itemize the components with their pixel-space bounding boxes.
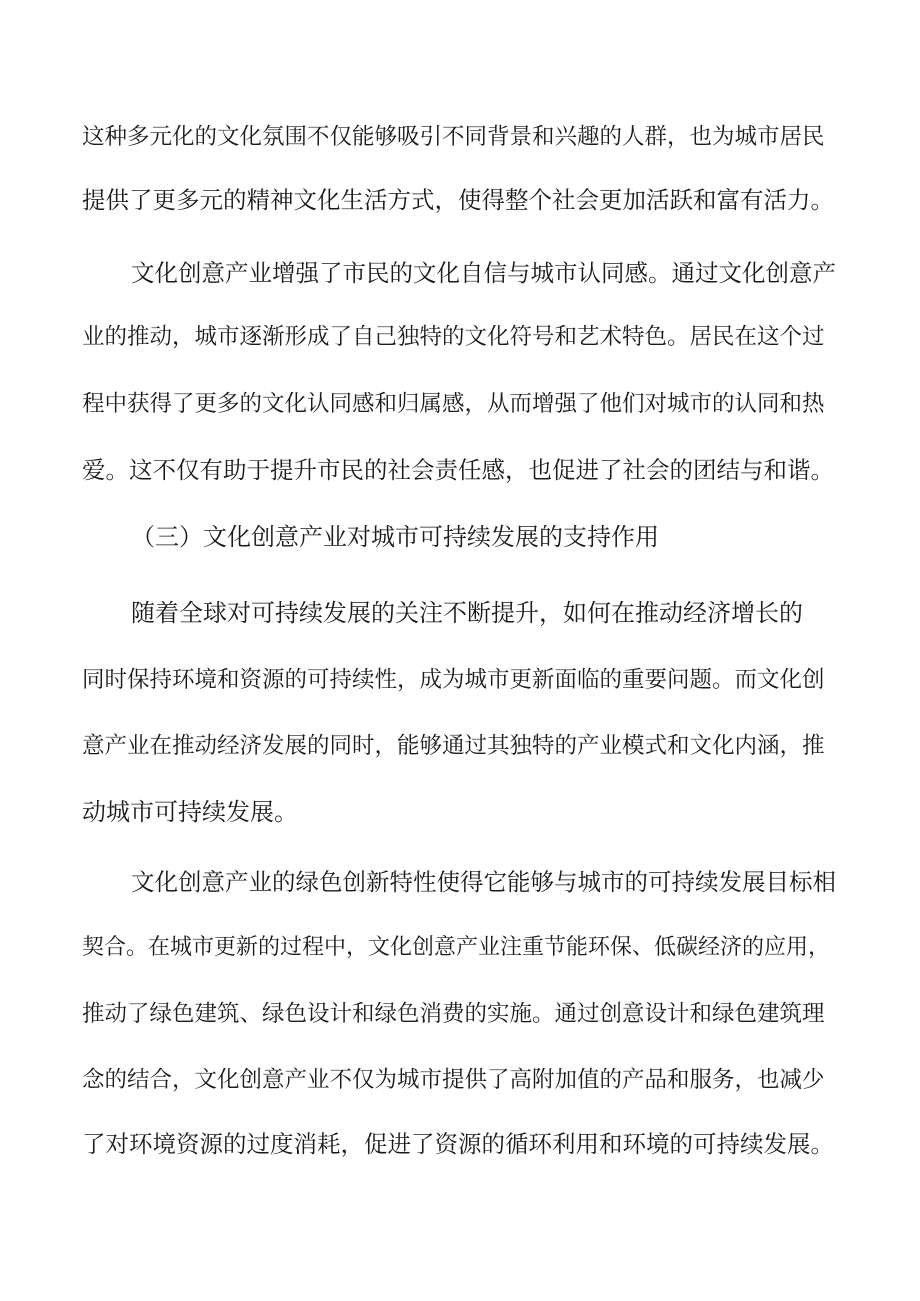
p1-line-1: 这种多元化的文化氛围不仅能够吸引不同背景和兴趣的人群，也为城市居民 xyxy=(82,124,825,150)
p4-line-3: 推动了绿色建筑、绿色设计和绿色消费的实施。通过创意设计和绿色建筑理 xyxy=(82,1001,825,1027)
p4-line-1: 文化创意产业的绿色创新特性使得它能够与城市的可持续发展目标相 xyxy=(131,868,836,896)
p2-line-1: 文化创意产业增强了市民的文化自信与城市认同感。通过文化创意产 xyxy=(131,259,836,287)
p3-line-1: 随着全球对可持续发展的关注不断提升，如何在推动经济增长的 xyxy=(131,599,803,627)
section-heading: （三）文化创意产业对城市可持续发展的支持作用 xyxy=(131,523,659,551)
p4-line-4: 念的结合，文化创意产业不仅为城市提供了高附加值的产品和服务，也减少 xyxy=(82,1067,825,1093)
p3-line-3: 意产业在推动经济发展的同时，能够通过其独特的产业模式和文化内涵，推 xyxy=(82,733,825,759)
p2-line-2: 业的推动，城市逐渐形成了自己独特的文化符号和艺术特色。居民在这个过 xyxy=(82,324,825,350)
p3-line-2: 同时保持环境和资源的可持续性，成为城市更新面临的重要问题。而文化创 xyxy=(82,667,825,693)
p1-line-2: 提供了更多元的精神文化生活方式，使得整个社会更加活跃和富有活力。 xyxy=(82,186,834,214)
p2-line-3: 程中获得了更多的文化认同感和归属感，从而增强了他们对城市的认同和热 xyxy=(82,391,825,417)
p2-line-4: 爱。这不仅有助于提升市民的社会责任感，也促进了社会的团结与和谐。 xyxy=(82,456,834,484)
p4-line-5: 了对环境资源的过度消耗，促进了资源的循环利用和环境的可持续发展。 xyxy=(82,1130,834,1158)
p4-line-2: 契合。在城市更新的过程中，文化创意产业注重节能环保、低碳经济的应用， xyxy=(82,935,831,960)
p3-line-4: 动城市可持续发展。 xyxy=(82,798,298,826)
